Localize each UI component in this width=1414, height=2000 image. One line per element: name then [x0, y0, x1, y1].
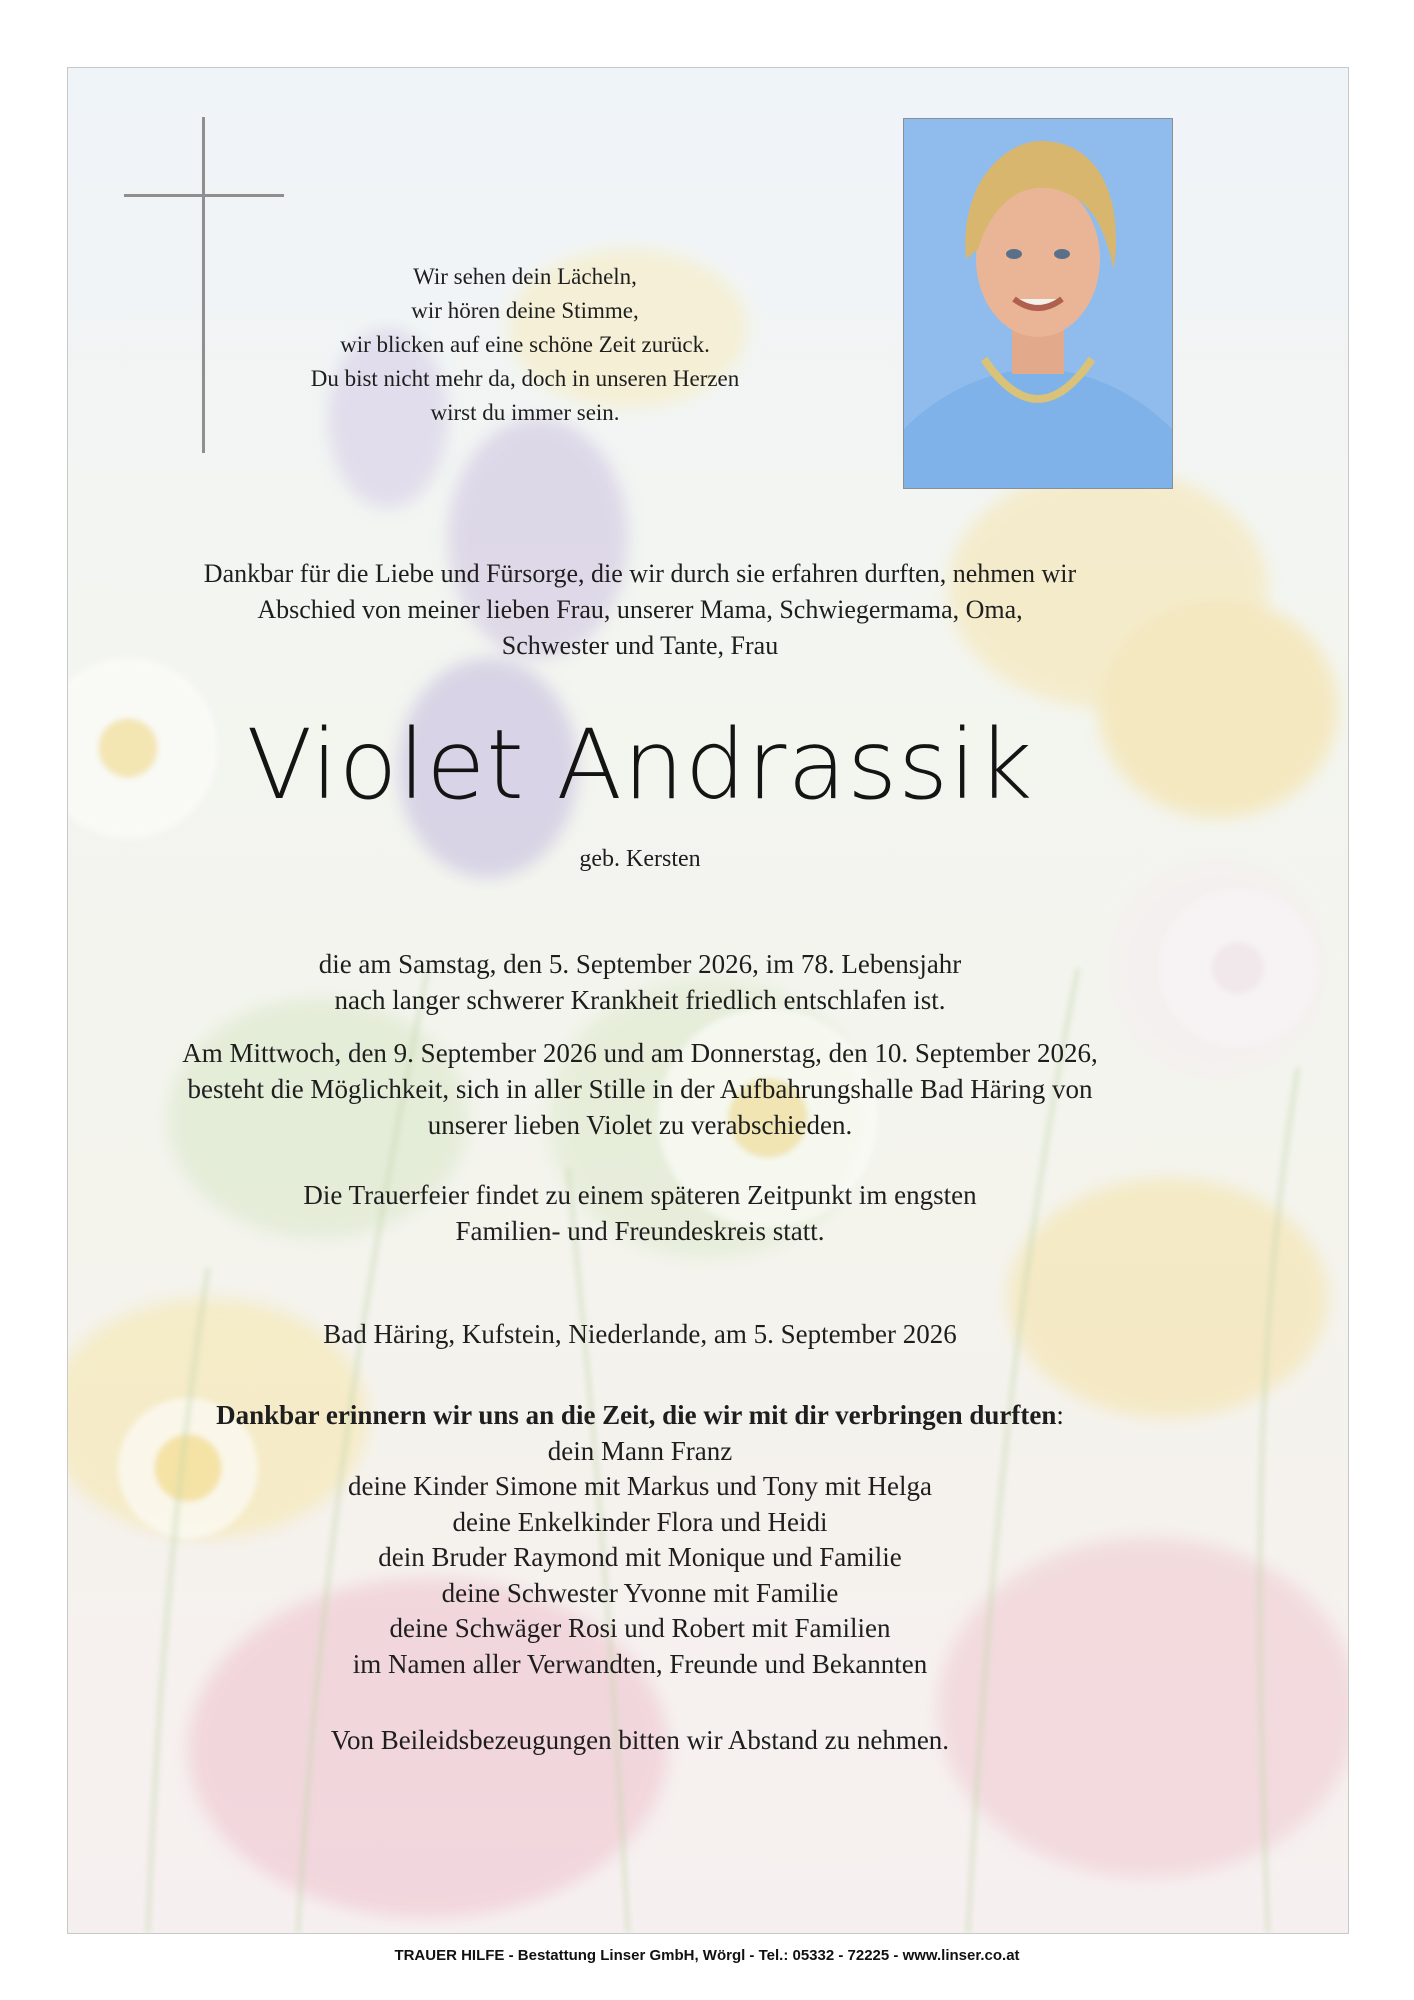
cross-icon [202, 117, 205, 453]
mourner-line: deine Enkelkinder Flora und Heidi [452, 1506, 828, 1537]
funeral-line: Familien- und Freundeskreis statt. [455, 1216, 825, 1246]
poem-line: wir blicken auf eine schöne Zeit zurück. [340, 332, 710, 357]
mourner-line: deine Kinder Simone mit Markus und Tony mit Helga [347, 1471, 933, 1501]
portrait-photo [903, 118, 1173, 489]
mourner-line: im Namen aller Verwandten, Freunde und Bekannten [352, 1648, 928, 1679]
viewing-line: Am Mittwoch, den 9. September 2026 und am Donnerstag, den 10. September 2026, [182, 1038, 1098, 1068]
maiden-name: geb. Kersten [579, 846, 701, 872]
intro-line: Schwester und Tante, Frau [501, 631, 779, 660]
mourners-heading [0, 1398, 1280, 1434]
memorial-poem [230, 260, 820, 430]
viewing-line: unserer lieben Violet zu verabschieden. [427, 1110, 853, 1140]
poem-line: wirst du immer sein. [430, 400, 620, 425]
intro-line: Abschied von meiner lieben Frau, unserer Mama, Schwiegermama, Oma, [257, 595, 1023, 624]
closing-note: Von Beileidsbezeugungen bitten wir Abstand zu nehmen. [330, 1725, 950, 1755]
funeral-notice [0, 1177, 1280, 1249]
poem-line: Wir sehen dein Lächeln, [413, 264, 637, 289]
mourner-line: deine Schwäger Rosi und Robert mit Familien [389, 1613, 891, 1643]
cross-icon-bar [124, 194, 284, 197]
deceased-name: Violet Andrassik [246, 709, 1034, 821]
place-and-date: Bad Häring, Kufstein, Niederlande, am 5. September 2026 [323, 1319, 957, 1349]
viewing-line: besteht die Möglichkeit, sich in aller Stille in der Aufbahrungshalle Bad Häring von [187, 1074, 1093, 1104]
mourner-line: deine Schwester Yvonne mit Familie [441, 1577, 839, 1608]
death-line: nach langer schwerer Krankheit friedlich entschlafen ist. [334, 985, 946, 1015]
funeral-line: Die Trauerfeier findet zu einem späteren Zeitpunkt im engsten [303, 1180, 977, 1210]
mourners-list [0, 1398, 1280, 1682]
intro-text [0, 556, 1280, 664]
mourners-heading-suffix: : [1056, 1400, 1064, 1430]
viewing-notice [0, 1035, 1280, 1143]
mourners-heading-text: Dankbar erinnern wir uns an die Zeit, die wir mit dir verbringen durften [216, 1400, 1057, 1430]
intro-line: Dankbar für die Liebe und Fürsorge, die wir durch sie erfahren durften, nehmen wir [203, 559, 1077, 588]
mourner-line: dein Bruder Raymond mit Monique und Familie [378, 1542, 902, 1572]
death-notice [0, 946, 1280, 1018]
poem-line: wir hören deine Stimme, [411, 298, 639, 323]
poem-line: Du bist nicht mehr da, doch in unseren Herzen [310, 366, 740, 391]
mourner-line: dein Mann Franz [547, 1435, 733, 1466]
footer-imprint: TRAUER HILFE - Bestattung Linser GmbH, Wörgl - Tel.: 05332 - 72225 - www.linser.co.at [394, 1947, 1020, 1964]
death-line: die am Samstag, den 5. September 2026, im 78. Lebensjahr [318, 949, 962, 979]
